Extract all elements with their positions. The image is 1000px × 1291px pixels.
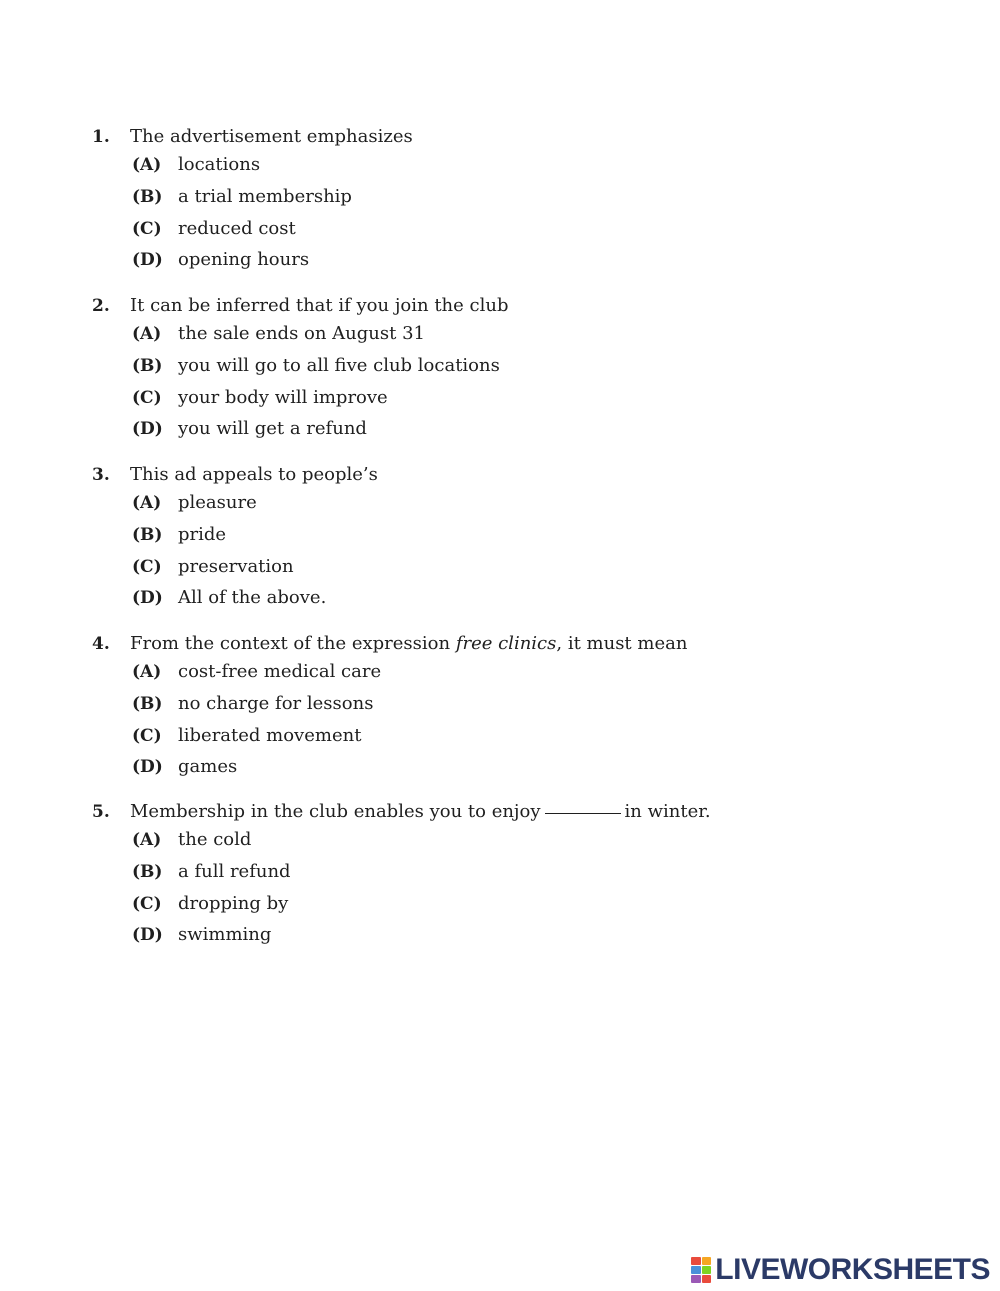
option-c[interactable] (132, 893, 952, 925)
option-b[interactable] (132, 524, 952, 556)
option-a[interactable] (132, 154, 952, 186)
question-5 (92, 801, 952, 956)
question-1 (92, 126, 952, 281)
question-number: 1. (92, 127, 110, 147)
question-text-before: From the context of the expression (130, 633, 456, 654)
question-number: 3. (92, 465, 110, 485)
option-text: you will get a refund (178, 418, 367, 440)
answer-blank[interactable] (545, 813, 621, 814)
question-text: This ad appeals to people’s (130, 464, 378, 485)
option-text: dropping by (178, 892, 289, 914)
question-text (130, 801, 711, 822)
option-letter: (B) (132, 186, 163, 207)
option-letter: (D) (132, 925, 163, 946)
option-b[interactable] (132, 186, 952, 218)
question-number: 2. (92, 296, 110, 316)
options-list (132, 492, 952, 619)
option-text: locations (178, 154, 261, 175)
option-c[interactable] (132, 387, 952, 419)
option-letter: (A) (132, 662, 162, 682)
question-text: The advertisement emphasizes (130, 126, 413, 147)
option-letter: (A) (132, 830, 162, 850)
options-list (132, 829, 952, 956)
option-letter: (C) (132, 893, 162, 914)
question-text-italic: free clinics (455, 633, 557, 654)
option-b[interactable] (132, 355, 952, 387)
question-number: 4. (92, 634, 110, 654)
option-text: cost-free medical care (178, 661, 382, 682)
option-letter: (D) (132, 419, 163, 440)
option-c[interactable] (132, 725, 952, 757)
option-letter: (A) (132, 324, 162, 344)
option-text: pleasure (178, 492, 257, 513)
option-text: a trial membership (178, 185, 352, 207)
options-list (132, 154, 952, 281)
option-b[interactable] (132, 861, 952, 893)
logo-mark-cell (691, 1275, 701, 1283)
question-text-after: , it must mean (556, 633, 688, 654)
option-letter: (B) (132, 861, 163, 882)
option-text: liberated movement (178, 724, 362, 746)
logo-text: LIVEWORKSHEETS (715, 1253, 990, 1286)
option-letter: (D) (132, 250, 163, 271)
question-2 (92, 295, 952, 450)
option-text: preservation (178, 555, 294, 577)
option-letter: (C) (132, 387, 162, 408)
option-text: All of the above. (178, 587, 327, 609)
question-text (130, 633, 687, 654)
liveworksheets-logo-icon (691, 1257, 711, 1283)
logo-mark-cell (702, 1266, 712, 1274)
options-list (132, 661, 952, 788)
question-4 (92, 633, 952, 788)
logo-mark-cell (702, 1257, 712, 1265)
option-letter: (B) (132, 693, 163, 714)
option-d[interactable] (132, 587, 952, 619)
option-a[interactable] (132, 661, 952, 693)
logo-mark-cell (691, 1257, 701, 1265)
option-letter: (B) (132, 524, 163, 545)
option-text: reduced cost (178, 217, 296, 239)
option-d[interactable] (132, 924, 952, 956)
question-3 (92, 464, 952, 619)
option-c[interactable] (132, 218, 952, 250)
option-text: a full refund (178, 860, 291, 882)
question-text-after: in winter. (624, 801, 711, 822)
option-a[interactable] (132, 323, 952, 355)
option-d[interactable] (132, 418, 952, 450)
option-letter: (A) (132, 155, 162, 175)
option-letter: (C) (132, 556, 162, 577)
option-letter: (D) (132, 757, 163, 778)
liveworksheets-logo[interactable] (691, 1253, 990, 1287)
question-text-before: Membership in the club enables you to enjoy (130, 801, 541, 822)
options-list (132, 323, 952, 450)
option-text: the cold (178, 829, 252, 850)
option-text: no charge for lessons (178, 692, 374, 714)
question-number: 5. (92, 802, 110, 822)
option-letter: (D) (132, 588, 163, 609)
option-text: the sale ends on August 31 (178, 323, 425, 344)
logo-mark-cell (702, 1275, 712, 1283)
option-letter: (B) (132, 355, 163, 376)
option-a[interactable] (132, 492, 952, 524)
option-d[interactable] (132, 249, 952, 281)
question-text: It can be inferred that if you join the club (130, 295, 509, 316)
option-letter: (C) (132, 725, 162, 746)
option-text: pride (178, 523, 227, 545)
option-a[interactable] (132, 829, 952, 861)
option-b[interactable] (132, 693, 952, 725)
option-text: your body will improve (178, 386, 388, 408)
logo-mark-cell (691, 1266, 701, 1274)
option-letter: (C) (132, 218, 162, 239)
option-text: opening hours (178, 249, 310, 271)
option-text: swimming (178, 924, 272, 946)
option-text: games (178, 756, 238, 778)
option-letter: (A) (132, 493, 162, 513)
option-text: you will go to all five club locations (178, 354, 500, 376)
option-d[interactable] (132, 756, 952, 788)
option-c[interactable] (132, 556, 952, 588)
